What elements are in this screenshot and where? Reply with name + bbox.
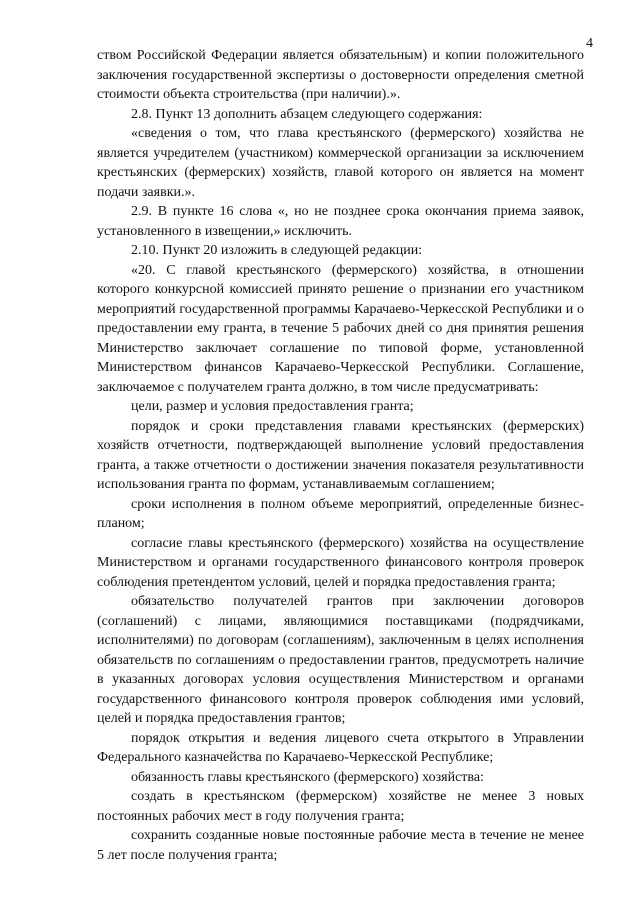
list-item-obligation-contracts: обязательство получателей грантов при заключении договоров (соглашений) с лицами, являющимися поставщиками (подрядчиками, исполнителями) по договорам (соглашениям), заключенным в целях исполнения обязательств по соглашениям о предоставлении грантов, предусмотреть наличие в указанных договорах условия осуществления Министерством и органами государственного финансового контроля проверок соблюдения ими условий, целей и порядка предоставления грантов;: [97, 594, 584, 726]
list-item-goals: цели, размер и условия предоставления гранта;: [131, 399, 414, 414]
paragraph-continuation: ством Российской Федерации является обязательным) и копии положительного заключения государственной экспертизы о достоверности определения сметной стоимости объекта строительства (при наличии).».: [97, 48, 584, 102]
list-item-reporting: порядок и сроки представления главами крестьянских (фермерских) хозяйств отчетности, подтверждающей выполнение условий предоставления гранта, а также отчетности о достижении значения показателя результативности использования гранта по формам, устанавливаемым соглашением;: [97, 418, 584, 492]
list-item-duty-heading: обязанность главы крестьянского (фермерского) хозяйства:: [131, 769, 484, 785]
paragraph-2-8-quote: «сведения о том, что глава крестьянского (фермерского) хозяйства не является учредителем (участником) коммерческой организации за исключением крестьянских (фермерских) хозяйств, главой которого он является на момент подачи заявки.».: [97, 126, 584, 200]
paragraph-2-9: 2.9. В пункте 16 слова «, но не позднее срока окончания приема заявок, установленного в извещении,» исключить.: [97, 204, 584, 239]
paragraph-2-10: 2.10. Пункт 20 изложить в следующей редакции:: [131, 243, 423, 258]
list-item-deadlines: сроки исполнения в полном объеме мероприятий, определенные бизнес-планом;: [97, 496, 584, 531]
list-item-account: порядок открытия и ведения лицевого счета открытого в Управлении Федерального казначейства по Карачаево-Черкесской Республике;: [97, 730, 584, 765]
list-item-keep-jobs: сохранить созданные новые постоянные рабочие места в течение не менее 5 лет после получения гранта;: [97, 828, 584, 863]
page-number: 4: [586, 36, 593, 51]
list-item-consent: согласие главы крестьянского (фермерского) хозяйства на осуществление Министерством и органами государственного финансового контроля проверок соблюдения претендентом условий, целей и порядка предоставления гранта;: [97, 535, 584, 590]
paragraph-20-intro: «20. С главой крестьянского (фермерского) хозяйства, в отношении которого конкурсной комиссией принято решение о признании его участником мероприятий государственной программы Карачаево-Черкесской Республики и о предоставлении ему гранта, в течение 5 рабочих дней со дня принятия решения Министерство заключает соглашение по типовой форме, установленной Министерством финансов Карачаево-Черкесской Республики. Соглашение, заключаемое с получателем гранта должно, в том числе предусматривать:: [97, 262, 584, 395]
document-body: [97, 46, 584, 865]
paragraph-2-8: 2.8. Пункт 13 дополнить абзацем следующего содержания:: [131, 106, 483, 122]
list-item-create-jobs: создать в крестьянском (фермерском) хозяйстве не менее 3 новых постоянных рабочих мест в году получения гранта;: [97, 789, 584, 824]
